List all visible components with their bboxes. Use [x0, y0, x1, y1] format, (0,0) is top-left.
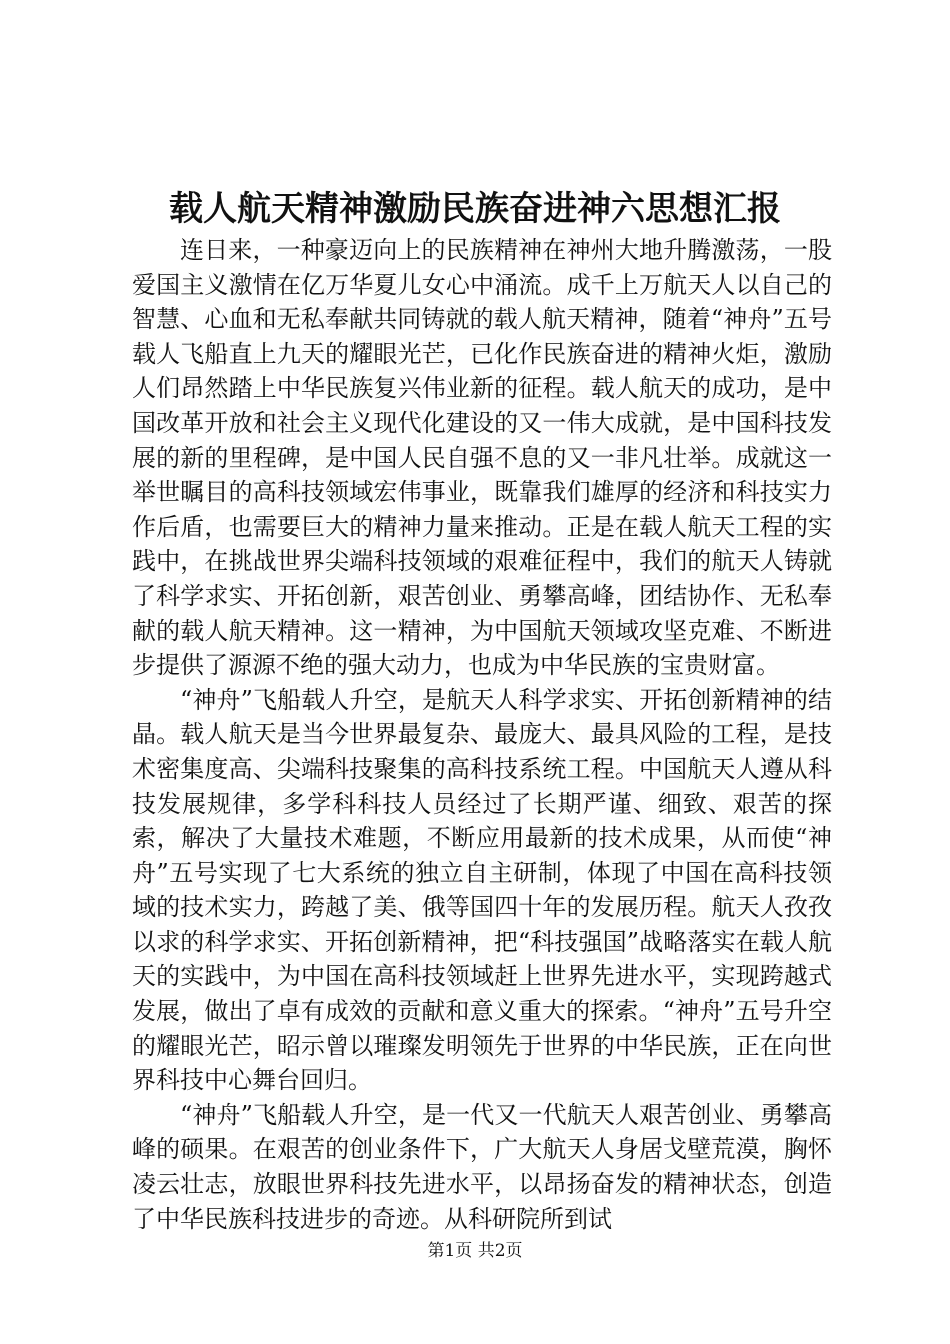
document-title: 载人航天精神激励民族奋进神六思想汇报	[169, 189, 781, 229]
document-body	[132, 233, 832, 1236]
paragraph-3: “神舟”飞船载人升空，是一代又一代航天人艰苦创业、勇攀高峰的硕果。在艰苦的创业条件下，广大航天人身居戈壁荒漠，胸怀凌云壮志，放眼世界科技先进水平，以昂扬奋发的精神状态，创造了中华民族科技进步的奇迹。从科研院所到试	[132, 1100, 832, 1233]
paragraph-1: 连日来，一种豪迈向上的民族精神在神州大地升腾激荡，一股爱国主义激情在亿万华夏儿女心中涌流。成千上万航天人以自己的智慧、心血和无私奉献共同铸就的载人航天精神，随着“神舟”五号载人飞船直上九天的耀眼光芒，已化作民族奋进的精神火炬，激励人们昂然踏上中华民族复兴伟业新的征程。载人航天的成功，是中国改革开放和社会主义现代化建设的又一伟大成就，是中国科技发展的新的里程碑，是中国人民自强不息的又一非凡壮举。成就这一举世瞩目的高科技领域宏伟事业，既靠我们雄厚的经济和科技实力作后盾，也需要巨大的精神力量来推动。正是在载人航天工程的实践中，在挑战世界尖端科技领域的艰难征程中，我们的航天人铸就了科学求实、开拓创新，艰苦创业、勇攀高峰，团结协作、无私奉献的载人航天精神。这一精神，为中国航天领域攻坚克难、不断进步提供了源源不绝的强大动力，也成为中华民族的宝贵财富。	[132, 236, 832, 680]
page-number-footer: 第1页 共2页	[427, 1241, 523, 1261]
paragraph-2: “神舟”飞船载人升空，是航天人科学求实、开拓创新精神的结晶。载人航天是当今世界最复杂、最庞大、最具风险的工程，是技术密集度高、尖端科技聚集的高科技系统工程。中国航天人遵从科技发展规律，多学科科技人员经过了长期严谨、细致、艰苦的探索，解决了大量技术难题，不断应用最新的技术成果，从而使“神舟”五号实现了七大系统的独立自主研制，体现了中国在高科技领域的技术实力，跨越了美、俄等国四十年的发展历程。航天人孜孜以求的科学求实、开拓创新精神，把“科技强国”战略落实在载人航天的实践中，为中国在高科技领域赶上世界先进水平，实现跨越式发展，做出了卓有成效的贡献和意义重大的探索。“神舟”五号升空的耀眼光芒，昭示曾以璀璨发明领先于世界的中华民族，正在向世界科技中心舞台回归。	[132, 685, 832, 1095]
